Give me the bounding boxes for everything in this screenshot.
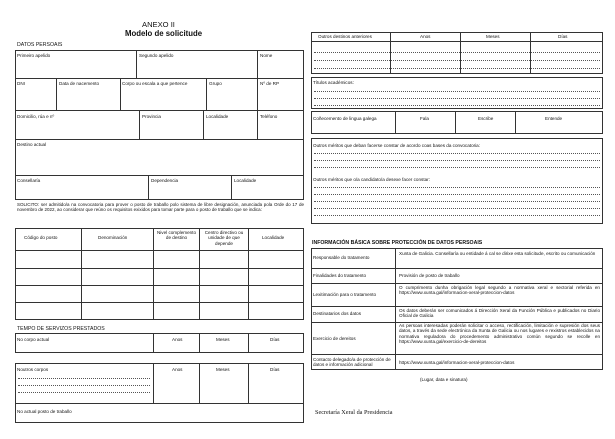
- current-posting-label: Destino actual: [17, 142, 47, 147]
- merits-call-label: Outros méritos que deban facerse constar de acordo coas bases da convocatoria:: [313, 143, 481, 148]
- col-locality: Localidade: [262, 235, 285, 240]
- second-surname-label: Segundo apelido: [139, 53, 174, 58]
- recipient: Secretaría Xeral da Presidencia: [315, 409, 393, 416]
- current-years-label: Anos: [172, 337, 183, 342]
- prev-days-label: Días: [558, 34, 568, 39]
- service-time-current: [15, 333, 304, 353]
- dp-controller-value: Xunta de Galicia. Consellaría ou entidade á cal se dirixe esta solicitude, escrito ou comunicación: [399, 251, 596, 256]
- col-denomination: Denominación: [98, 235, 128, 240]
- dp-rights-label: Exercicio de dereitos: [313, 336, 356, 341]
- prev-years-label: Anos: [420, 34, 431, 39]
- dp-recipients-value: Os datos deberán ser comunicados á Dirección Xeral da Función Pública e publicados no Diario Oficial de Galicia: [399, 308, 600, 319]
- group-label: Grupo: [209, 81, 222, 86]
- service-time-title: TEMPO DE SERVIZOS PRESTADOS: [17, 326, 105, 332]
- position-table: [15, 228, 304, 320]
- data-protection-title: INFORMACIÓN BÁSICA SOBRE PROTECCIÓN DE DATOS PERSOAIS: [312, 240, 483, 246]
- dni-label: DNI: [17, 81, 25, 86]
- dp-legitimation-label: Lexitimación para o tratamento: [313, 292, 377, 297]
- request-statement: SOLICITO: ser admitido/a na convocatoria para prover o posto de traballo polo sistema de libre designación, anunciada pola Orde do 17 de novembro de 2022, ao considerar que reúno os requisitos exixidos para tomar parte para o posto de traballo que se indica:: [17, 202, 304, 213]
- dependency-label: Dependencia: [151, 178, 179, 183]
- other-days-label: Días: [270, 367, 280, 372]
- department-label: Consellaría: [17, 178, 41, 183]
- dp-recipients-label: Destinatarios dos datos: [313, 311, 362, 316]
- first-surname-label: Primeiro apelido: [17, 53, 51, 58]
- dp-legitimation-value: O cumprimento dunha obrigación legal segundo a normativa xeral e sectorial referida en https://www.xunta.gal/informacion-xeral-proteccion-datos: [399, 285, 600, 296]
- annex-number: ANEXO II: [142, 20, 175, 29]
- dp-controller-label: Responsable do tratamento: [313, 255, 370, 260]
- birth-date-label: Data de nacemento: [59, 81, 100, 86]
- dp-contact-label: Contacto delegado/a de protección de datos e información adicional: [313, 357, 391, 368]
- body-scale-label: Corpo ou escala a que pertence: [122, 81, 188, 86]
- merits-other-label: Outros méritos que o/a candidato/a desexe facer constar:: [313, 177, 430, 182]
- address-label: Domicilio, rúa e nº: [17, 114, 55, 119]
- current-post-label: No actual posto de traballo: [17, 409, 72, 414]
- other-years-label: Anos: [172, 367, 183, 372]
- personal-section-title: DATOS PERSOAIS: [17, 42, 63, 48]
- other-months-label: Meses: [216, 367, 230, 372]
- galician-understand-label: Entende: [545, 116, 563, 121]
- dp-purpose-value: Provisión de posto de traballo: [399, 273, 460, 278]
- previous-posts-label: Outros destinos anteriores: [318, 34, 372, 39]
- nrp-label: Nº de RP: [260, 81, 280, 86]
- other-bodies-label: Noutros corpos: [17, 367, 49, 372]
- galician-label: Coñecemento de lingua galega: [313, 116, 377, 121]
- phone-label: Teléfono: [260, 114, 278, 119]
- locality-2-label: Localidade: [234, 178, 257, 183]
- province-label: Provincia: [142, 114, 161, 119]
- dp-purpose-label: Finalidades do tratamento: [313, 273, 367, 278]
- signature-place: (Lugar, data e sinatura): [420, 377, 468, 382]
- col-position-code: Código do posto: [24, 235, 58, 240]
- prev-months-label: Meses: [486, 34, 500, 39]
- current-body-label: No corpo actual: [17, 337, 50, 342]
- dp-rights-value: As persoas interesadas poderán solicitar o acceso, rectificación, limitación e supresión dos seus datos, a través da sede electrónica da Xunta de Galicia ou nos lugares e rexistros establecidos na normativa reguladora do procedemento administrativo común segundo se recolle en https://www.xunta.gal/exercicio-de-dereitos: [399, 323, 600, 344]
- academic-titles-label: Títulos académicos:: [313, 80, 354, 85]
- current-days-label: Días: [270, 337, 280, 342]
- locality-label: Localidade: [206, 114, 229, 119]
- galician-speak-label: Fala: [420, 116, 429, 121]
- galician-language-box: [311, 111, 603, 134]
- dp-contact-value: https://www.xunta.gal/informacion-xeral-proteccion-datos: [399, 360, 515, 365]
- col-level: Nivel complemento de destino: [156, 230, 197, 241]
- col-management-center: Centro directivo ou unidade de que depende: [204, 230, 244, 246]
- galician-write-label: Escribe: [478, 116, 494, 121]
- current-months-label: Meses: [216, 337, 230, 342]
- form-title: Modelo de solicitude: [125, 29, 203, 38]
- name-label: Nome: [260, 53, 273, 58]
